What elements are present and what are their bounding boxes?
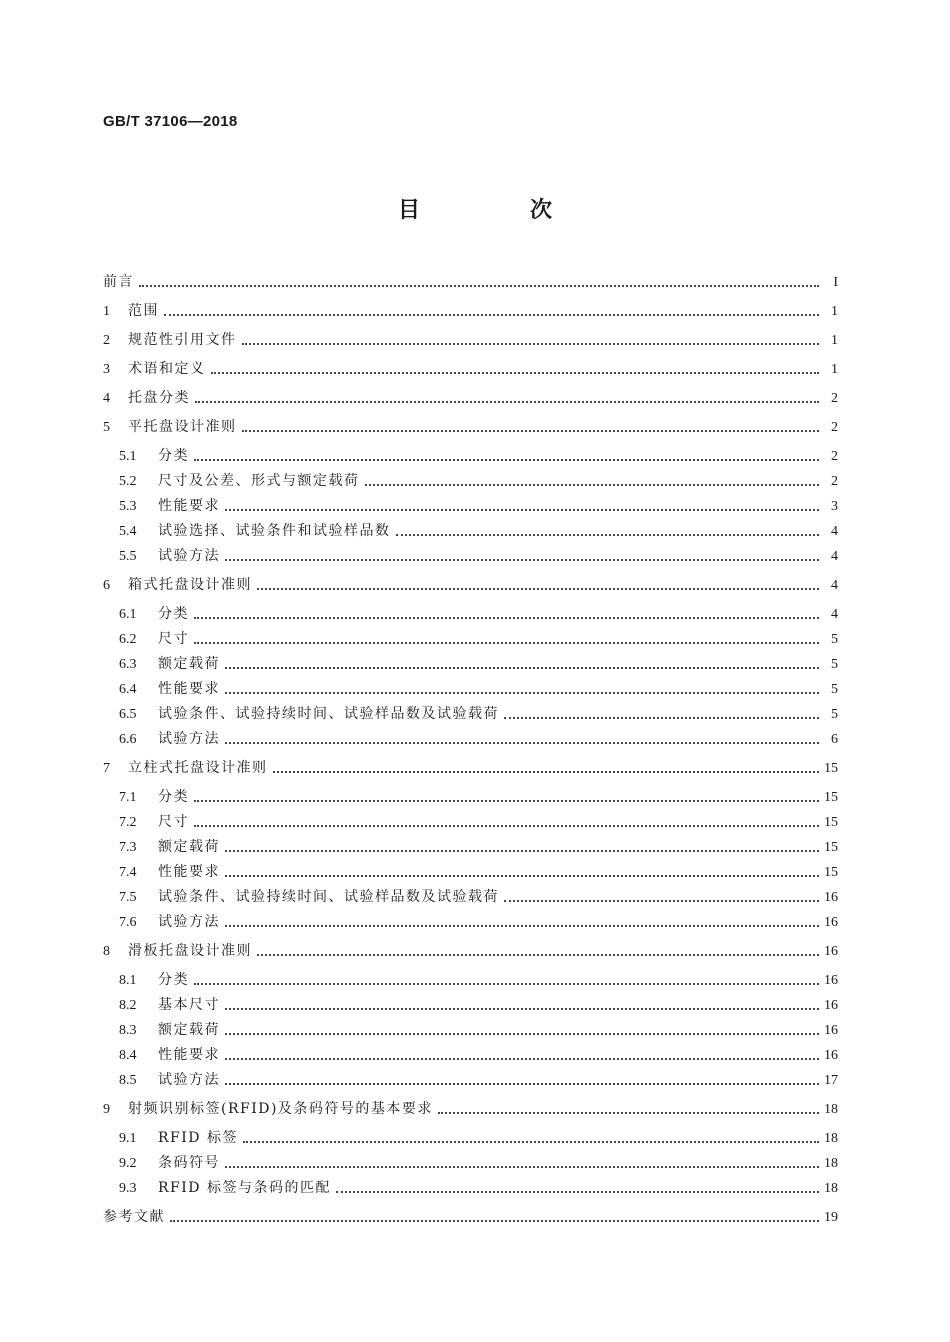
toc-entry-page: 2 (831, 391, 838, 406)
toc-entry-page: 16 (824, 890, 838, 905)
toc-entry-page: 4 (831, 578, 838, 593)
toc-dot-leader (211, 372, 820, 374)
toc-entry-number: 8.5 (119, 1073, 137, 1088)
toc-dot-leader (194, 459, 819, 461)
toc-dot-leader (336, 1191, 819, 1193)
toc-entry-number: 9.3 (119, 1181, 137, 1196)
toc-entry[interactable] (119, 1176, 838, 1201)
toc-dot-leader (139, 285, 819, 287)
toc-entry-number: 7.4 (119, 865, 137, 880)
toc-dot-leader (225, 875, 819, 877)
toc-entry-page: 6 (831, 732, 838, 747)
toc-entry[interactable] (103, 270, 838, 295)
toc-entry-page: 5 (831, 632, 838, 647)
toc-entry-number: 8 (103, 944, 110, 959)
toc-entry-label: 规范性引用文件 (128, 332, 237, 348)
toc-entry-number: 3 (103, 362, 110, 377)
toc-entry-page: 2 (831, 474, 838, 489)
toc-entry-page: 15 (824, 865, 838, 880)
toc-entry-number: 8.2 (119, 998, 137, 1013)
toc-dot-leader (194, 825, 819, 827)
toc-entry-number: 6.4 (119, 682, 137, 697)
toc-dot-leader (225, 509, 819, 511)
toc-entry-number: 8.3 (119, 1023, 137, 1038)
toc-entry-label: 试验选择、试验条件和试验样品数 (158, 523, 391, 539)
toc-dot-leader (257, 588, 819, 590)
toc-entry-label: RFID 标签 (158, 1130, 238, 1146)
toc-entry-label: 分类 (158, 606, 189, 622)
toc-entry-page: 18 (824, 1131, 838, 1146)
toc-entry-label: 射频识别标签(RFID)及条码符号的基本要求 (128, 1101, 433, 1117)
toc-entry-label: 额定载荷 (158, 839, 220, 855)
toc-dot-leader (225, 1008, 819, 1010)
toc-entry[interactable] (119, 544, 838, 569)
toc-entry-label: 范围 (128, 303, 159, 319)
toc-entry-label: 试验条件、试验持续时间、试验样品数及试验载荷 (158, 889, 499, 905)
toc-entry-label: 箱式托盘设计准则 (128, 577, 252, 593)
toc-entry-page: 18 (824, 1181, 838, 1196)
toc-entry[interactable] (103, 357, 838, 382)
toc-entry[interactable] (119, 494, 838, 519)
toc-dot-leader (243, 1141, 819, 1143)
toc-entry[interactable] (119, 1151, 838, 1176)
toc-entry-label: 前言 (103, 274, 134, 290)
toc-entry-number: 7.1 (119, 790, 137, 805)
toc-entry[interactable] (119, 993, 838, 1018)
toc-entry-page: 16 (824, 998, 838, 1013)
toc-entry-page: I (833, 275, 838, 290)
toc-entry-label: 性能要求 (158, 864, 220, 880)
toc-dot-leader (194, 800, 819, 802)
toc-dot-leader (225, 559, 819, 561)
toc-entry-number: 6.1 (119, 607, 137, 622)
toc-entry-page: 19 (824, 1210, 838, 1225)
toc-entry-page: 18 (824, 1102, 838, 1117)
toc-entry-number: 5.2 (119, 474, 137, 489)
toc-entry[interactable] (119, 910, 838, 935)
toc-dot-leader (194, 642, 819, 644)
toc-entry[interactable] (119, 810, 838, 835)
toc-entry-label: 基本尺寸 (158, 997, 220, 1013)
toc-entry-page: 5 (831, 707, 838, 722)
toc-entry-page: 16 (824, 1048, 838, 1063)
toc-entry-label: 额定载荷 (158, 1022, 220, 1038)
toc-dot-leader (225, 1033, 819, 1035)
toc-entry-label: 参考文献 (103, 1209, 165, 1225)
toc-dot-leader (225, 742, 819, 744)
toc-dot-leader (225, 1166, 819, 1168)
toc-entry[interactable] (103, 573, 838, 598)
toc-dot-leader (257, 954, 819, 956)
toc-entry[interactable] (103, 756, 838, 781)
toc-entry-number: 5.5 (119, 549, 137, 564)
toc-entry-number: 8.1 (119, 973, 137, 988)
toc-dot-leader (396, 534, 820, 536)
toc-entry-label: 试验方法 (158, 914, 220, 930)
toc-entry-page: 16 (824, 915, 838, 930)
toc-entry-label: 尺寸及公差、形式与额定载荷 (158, 473, 360, 489)
toc-entry-label: 试验方法 (158, 731, 220, 747)
toc-entry-page: 15 (824, 840, 838, 855)
standard-number: GB/T 37106—2018 (103, 113, 238, 130)
toc-entry-label: 额定载荷 (158, 656, 220, 672)
toc-entry-label: 平托盘设计准则 (128, 419, 237, 435)
toc-entry-page: 4 (831, 524, 838, 539)
toc-entry-page: 18 (824, 1156, 838, 1171)
toc-entry-label: 分类 (158, 972, 189, 988)
toc-entry[interactable] (119, 702, 838, 727)
toc-entry-number: 5.4 (119, 524, 137, 539)
toc-entry[interactable] (103, 386, 838, 411)
toc-entry-label: 性能要求 (158, 498, 220, 514)
toc-entry[interactable] (103, 1097, 838, 1122)
toc-dot-leader (170, 1220, 819, 1222)
toc-entry-page: 4 (831, 549, 838, 564)
page-title: 目 次 (397, 197, 596, 223)
toc-dot-leader (504, 900, 819, 902)
toc-dot-leader (164, 314, 819, 316)
toc-entry-label: 尺寸 (158, 631, 189, 647)
toc-entry-label: 试验方法 (158, 1072, 220, 1088)
toc-entry[interactable] (119, 1043, 838, 1068)
toc-dot-leader (365, 484, 820, 486)
toc-entry-label: 性能要求 (158, 1047, 220, 1063)
toc-entry-label: 性能要求 (158, 681, 220, 697)
toc-entry-label: 试验方法 (158, 548, 220, 564)
toc-entry-page: 3 (831, 499, 838, 514)
toc-entry-number: 6.6 (119, 732, 137, 747)
toc-entry-page: 1 (831, 304, 838, 319)
toc-entry-label: 托盘分类 (128, 390, 190, 406)
toc-entry-page: 1 (831, 333, 838, 348)
toc-dot-leader (242, 343, 820, 345)
toc-entry[interactable] (119, 519, 838, 544)
toc-entry-page: 4 (831, 607, 838, 622)
toc-dot-leader (438, 1112, 819, 1114)
toc-entry[interactable] (103, 415, 838, 440)
toc-entry[interactable] (119, 444, 838, 469)
toc-dot-leader (225, 1083, 819, 1085)
toc-entry-label: 条码符号 (158, 1155, 220, 1171)
toc-dot-leader (225, 1058, 819, 1060)
toc-entry-label: 试验条件、试验持续时间、试验样品数及试验载荷 (158, 706, 499, 722)
toc-entry-number: 7.6 (119, 915, 137, 930)
toc-entry-label: 立柱式托盘设计准则 (128, 760, 268, 776)
toc-entry-page: 16 (824, 1023, 838, 1038)
toc-entry-number: 6.5 (119, 707, 137, 722)
toc-entry-label: 分类 (158, 448, 189, 464)
toc-dot-leader (194, 617, 819, 619)
toc-entry-page: 2 (831, 449, 838, 464)
toc-dot-leader (225, 692, 819, 694)
toc-entry-page: 15 (824, 761, 838, 776)
toc-dot-leader (273, 771, 820, 773)
toc-entry[interactable] (103, 939, 838, 964)
toc-entry[interactable] (119, 469, 838, 494)
toc-dot-leader (225, 667, 819, 669)
toc-dot-leader (225, 850, 819, 852)
toc-entry-number: 5.1 (119, 449, 137, 464)
toc-dot-leader (225, 925, 819, 927)
toc-entry[interactable] (119, 627, 838, 652)
toc-entry-number: 2 (103, 333, 110, 348)
toc-entry-number: 9.2 (119, 1156, 137, 1171)
toc-entry[interactable] (119, 968, 838, 993)
toc-entry[interactable] (103, 299, 838, 324)
toc-entry-number: 1 (103, 304, 110, 319)
toc-entry-page: 17 (824, 1073, 838, 1088)
toc-entry-label: RFID 标签与条码的匹配 (158, 1180, 331, 1196)
toc-entry-number: 7.3 (119, 840, 137, 855)
toc-entry-page: 16 (824, 973, 838, 988)
toc-entry[interactable] (119, 1126, 838, 1151)
toc-entry-number: 5.3 (119, 499, 137, 514)
toc-entry[interactable] (103, 1205, 838, 1230)
toc-entry-number: 8.4 (119, 1048, 137, 1063)
toc-entry-label: 分类 (158, 789, 189, 805)
toc-entry[interactable] (119, 1068, 838, 1093)
toc-entry[interactable] (119, 652, 838, 677)
toc-entry-number: 4 (103, 391, 110, 406)
toc-entry-page: 15 (824, 815, 838, 830)
toc-entry-number: 7 (103, 761, 110, 776)
toc-entry-number: 6.2 (119, 632, 137, 647)
toc-entry-number: 9.1 (119, 1131, 137, 1146)
toc-entry-label: 滑板托盘设计准则 (128, 943, 252, 959)
toc-entry-page: 15 (824, 790, 838, 805)
toc-entry[interactable] (103, 328, 838, 353)
toc-entry[interactable] (119, 677, 838, 702)
toc-entry-number: 6.3 (119, 657, 137, 672)
toc-dot-leader (504, 717, 819, 719)
toc-entry-label: 术语和定义 (128, 361, 206, 377)
toc-entry-number: 7.5 (119, 890, 137, 905)
toc-entry-number: 6 (103, 578, 110, 593)
toc-dot-leader (242, 430, 820, 432)
toc-entry-page: 2 (831, 420, 838, 435)
toc-entry[interactable] (119, 885, 838, 910)
toc-entry-page: 1 (831, 362, 838, 377)
toc-entry-page: 5 (831, 657, 838, 672)
toc-entry[interactable] (119, 1018, 838, 1043)
toc-entry[interactable] (119, 785, 838, 810)
toc-entry-page: 16 (824, 944, 838, 959)
toc-entry-number: 9 (103, 1102, 110, 1117)
toc-entry-number: 5 (103, 420, 110, 435)
toc-entry-number: 7.2 (119, 815, 137, 830)
toc-entry[interactable] (119, 860, 838, 885)
toc-entry-page: 5 (831, 682, 838, 697)
toc-entry[interactable] (119, 835, 838, 860)
toc-entry[interactable] (119, 727, 838, 752)
toc-dot-leader (194, 983, 819, 985)
toc-entry-label: 尺寸 (158, 814, 189, 830)
toc-dot-leader (195, 401, 819, 403)
toc-entry[interactable] (119, 602, 838, 627)
